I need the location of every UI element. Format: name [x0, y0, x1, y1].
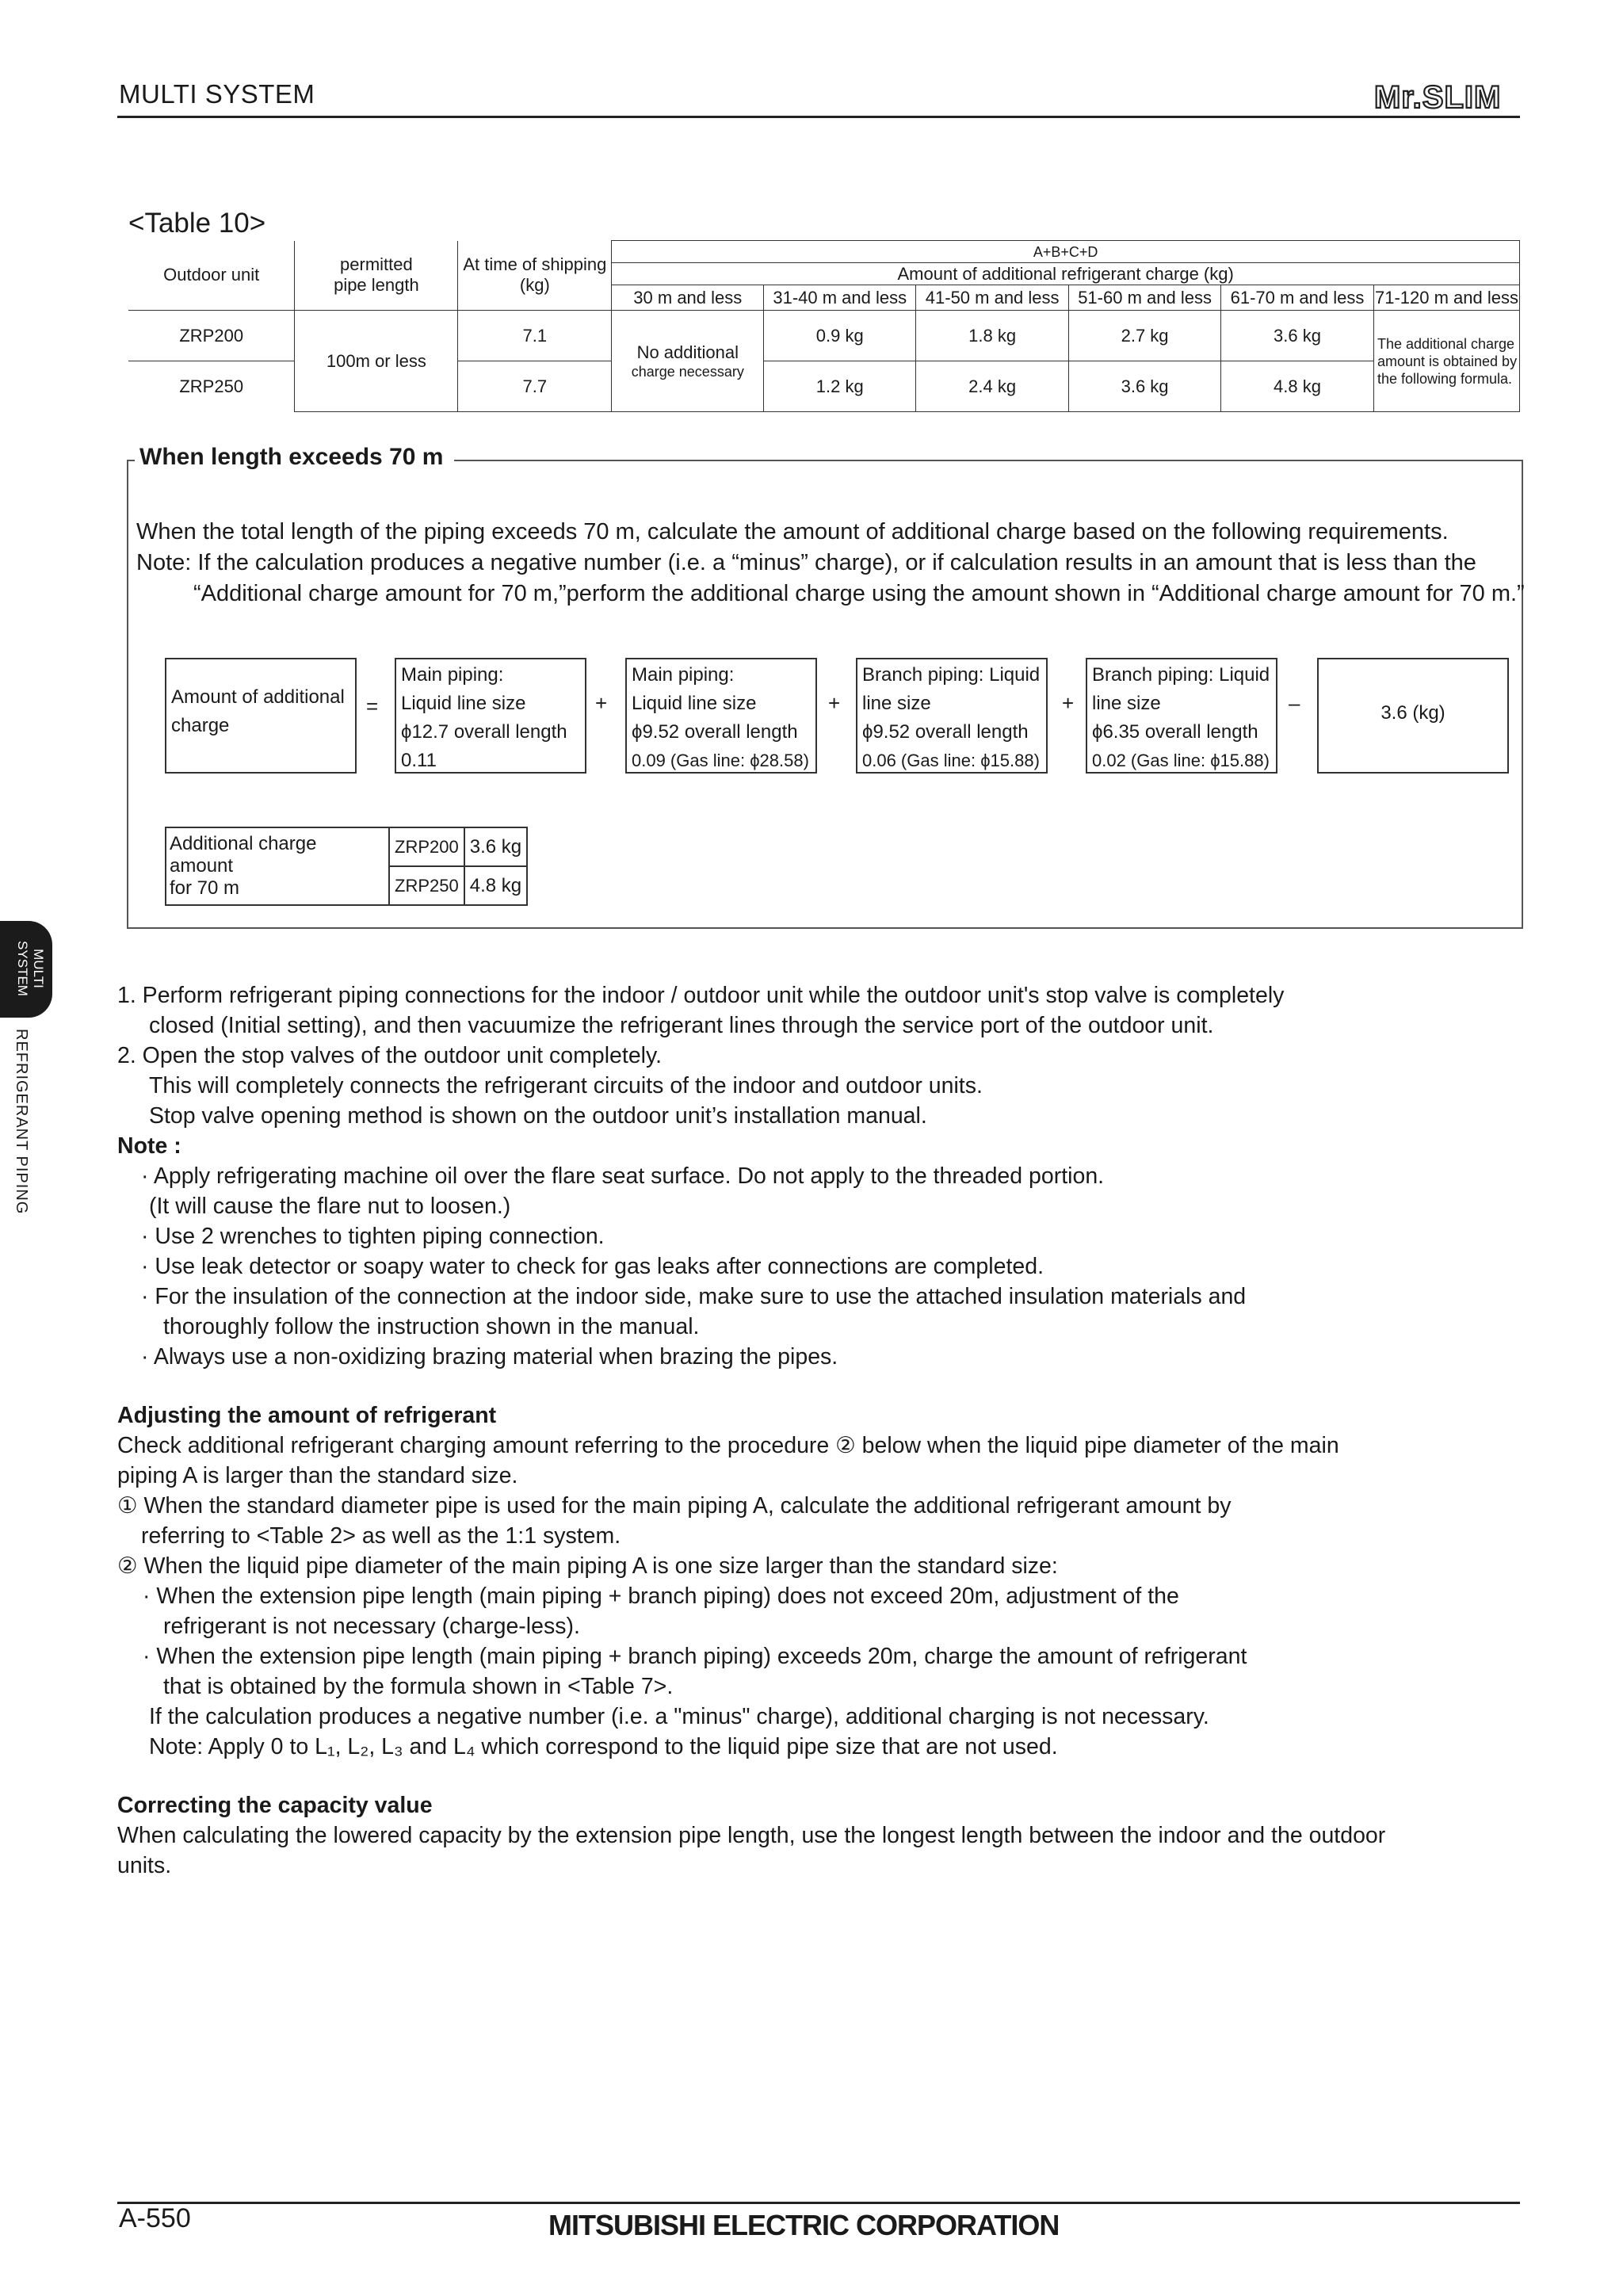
step2-line3: Stop valve opening method is shown on the outdoor unit’s installation manual. [149, 1103, 927, 1129]
capacity-text: units. [117, 1853, 172, 1878]
formula-branch-635-box: Branch piping: Liquid line size ϕ6.35 overall length 0.02 (Gas line: ϕ15.88) [1086, 658, 1277, 774]
table10 [128, 240, 1520, 412]
charge-cell: 2.4 kg [916, 361, 1069, 412]
charge-70m-unit: ZRP250 [389, 866, 464, 905]
charge-70m-value: 4.8 kg [464, 866, 527, 905]
formula-minus: – [1289, 691, 1300, 715]
step2-line2: This will completely connects the refrigerant circuits of the indoor and outdoor units. [149, 1073, 983, 1098]
charge-cell: 1.8 kg [916, 311, 1069, 361]
formula-branch-952-box: Branch piping: Liquid line size ϕ9.52 overall length 0.06 (Gas line: ϕ15.88) [856, 658, 1048, 774]
capacity-heading: Correcting the capacity value [117, 1793, 433, 1818]
side-section-label: REFRIGERANT PIPING [13, 1029, 30, 1215]
note-item: · Use leak detector or soapy water to check for gas leaks after connections are completed. [141, 1254, 1044, 1279]
adjusting-text: ① When the standard diameter pipe is used for the main piping A, calculate the additional refrigerant amount by [117, 1493, 1232, 1519]
formula-equals: = [366, 694, 379, 718]
table10-title: <Table 10> [128, 208, 266, 239]
charge-70m-label: Additional charge amount for 70 m [166, 827, 389, 905]
range-header: 31-40 m and less [764, 285, 916, 311]
note-item: · Apply refrigerating machine oil over the flare seat surface. Do not apply to the threaded portion. [141, 1163, 1105, 1189]
row-unit: ZRP250 [128, 361, 295, 412]
note-item: · For the insulation of the connection at the indoor side, make sure to use the attached insulation materials and [141, 1284, 1247, 1309]
formula-constant-box: 3.6 (kg) [1317, 658, 1509, 774]
charge-cell: 3.6 kg [1069, 361, 1221, 412]
range-header: 51-60 m and less [1069, 285, 1221, 311]
side-tab-line2: SYSTEM [15, 941, 30, 996]
charge-70m-unit: ZRP200 [389, 827, 464, 866]
adjusting-text: · When the extension pipe length (main piping + branch piping) exceeds 20m, charge the amount of refrigerant [143, 1644, 1247, 1669]
note-heading: Note : [117, 1133, 181, 1159]
range-header: 71-120 m and less [1373, 285, 1519, 311]
exceeds-line2: Note: If the calculation produces a negative number (i.e. a “minus” charge), or if calculation results in an amount that is less than the [136, 550, 1476, 575]
adjusting-text: refrigerant is not necessary (charge-less). [163, 1614, 580, 1639]
shipping-value: 7.7 [458, 361, 612, 412]
col-sum-abcd: A+B+C+D [612, 241, 1520, 263]
adjusting-text: ② When the liquid pipe diameter of the main piping A is one size larger than the standard size: [117, 1553, 1058, 1579]
formula-main-127-box: Main piping: Liquid line size ϕ12.7 overall length 0.11 [395, 658, 586, 774]
charge-cell: 2.7 kg [1069, 311, 1221, 361]
note-item: thoroughly follow the instruction shown in the manual. [163, 1314, 700, 1339]
col-shipping: At time of shipping (kg) [458, 241, 612, 311]
company-name: MITSUBISHI ELECTRIC CORPORATION [548, 2209, 1060, 2241]
page-header-title: MULTI SYSTEM [119, 79, 315, 109]
adjusting-text: referring to <Table 2> as well as the 1:1 system. [141, 1523, 621, 1549]
exceeds-70m-title: When length exceeds 70 m [135, 444, 454, 471]
adjusting-text: Note: Apply 0 to L₁, L₂, L₃ and L₄ which correspond to the liquid pipe size that are not used. [149, 1734, 1058, 1759]
pipe-length-value: 100m or less [295, 311, 458, 412]
exceeds-line1: When the total length of the piping exceeds 70 m, calculate the amount of additional charge based on the following requirements. [136, 519, 1449, 544]
col-amount-header: Amount of additional refrigerant charge (kg) [612, 263, 1520, 285]
mr-slim-logo [1373, 78, 1520, 114]
side-section-tab [0, 921, 52, 1018]
shipping-value: 7.1 [458, 311, 612, 361]
adjusting-text: that is obtained by the formula shown in <Table 7>. [163, 1674, 674, 1699]
adjusting-heading: Adjusting the amount of refrigerant [117, 1403, 497, 1428]
range-header: 41-50 m and less [916, 285, 1069, 311]
charge-cell: 1.2 kg [764, 361, 916, 412]
note-item: · Always use a non-oxidizing brazing material when brazing the pipes. [141, 1344, 838, 1370]
adjusting-text: If the calculation produces a negative number (i.e. a "minus" charge), additional charging is not necessary. [149, 1704, 1209, 1729]
adjusting-text: · When the extension pipe length (main piping + branch piping) does not exceed 20m, adjustment of the [143, 1584, 1179, 1609]
charge-cell: 3.6 kg [1221, 311, 1374, 361]
step1-line2: closed (Initial setting), and then vacuumize the refrigerant lines through the service port of the outdoor unit. [149, 1013, 1214, 1038]
formula-plus: + [828, 691, 841, 715]
note-item: (It will cause the flare nut to loosen.) [149, 1194, 511, 1219]
step2-line1: 2. Open the stop valves of the outdoor unit completely. [117, 1043, 663, 1068]
no-charge-cell: No additional charge necessary [612, 311, 764, 412]
range-header: 61-70 m and less [1221, 285, 1374, 311]
formula-plus: + [595, 691, 608, 715]
charge-70m-table [165, 827, 528, 906]
page-number: A-550 [119, 2203, 191, 2233]
charge-cell: 4.8 kg [1221, 361, 1374, 412]
col-permitted-length: permitted pipe length [295, 241, 458, 311]
charge-70m-value: 3.6 kg [464, 827, 527, 866]
step1-line1: 1. Perform refrigerant piping connections for the indoor / outdoor unit while the outdoor unit's stop valve is completely [117, 983, 1285, 1008]
footer-rule [117, 2202, 1520, 2204]
formula-amount-box: Amount of additional charge [165, 658, 357, 774]
range-header: 30 m and less [612, 285, 764, 311]
row-unit: ZRP200 [128, 311, 295, 361]
capacity-text: When calculating the lowered capacity by the extension pipe length, use the longest length between the indoor and the outdoor [117, 1823, 1386, 1848]
side-tab-line1: MULTI [31, 949, 46, 988]
formula-main-952-box: Main piping: Liquid line size ϕ9.52 overall length 0.09 (Gas line: ϕ28.58) [625, 658, 817, 774]
formula-plus: + [1062, 691, 1075, 715]
exceeds-line3: “Additional charge amount for 70 m,”perform the additional charge using the amount shown in “Additional charge amount for 70 m.” [193, 581, 1525, 606]
header-rule [117, 116, 1520, 118]
svg-text:Mr.SLIM: Mr.SLIM [1374, 80, 1502, 114]
adjusting-text: piping A is larger than the standard size. [117, 1463, 518, 1488]
note-item: · Use 2 wrenches to tighten piping connection. [141, 1224, 605, 1249]
charge-cell: 0.9 kg [764, 311, 916, 361]
col-outdoor-unit: Outdoor unit [128, 241, 295, 311]
adjusting-text: Check additional refrigerant charging amount referring to the procedure ② below when the liquid pipe diameter of the main [117, 1433, 1339, 1458]
formula-note-cell: The additional charge amount is obtained by the following formula. [1373, 311, 1519, 412]
